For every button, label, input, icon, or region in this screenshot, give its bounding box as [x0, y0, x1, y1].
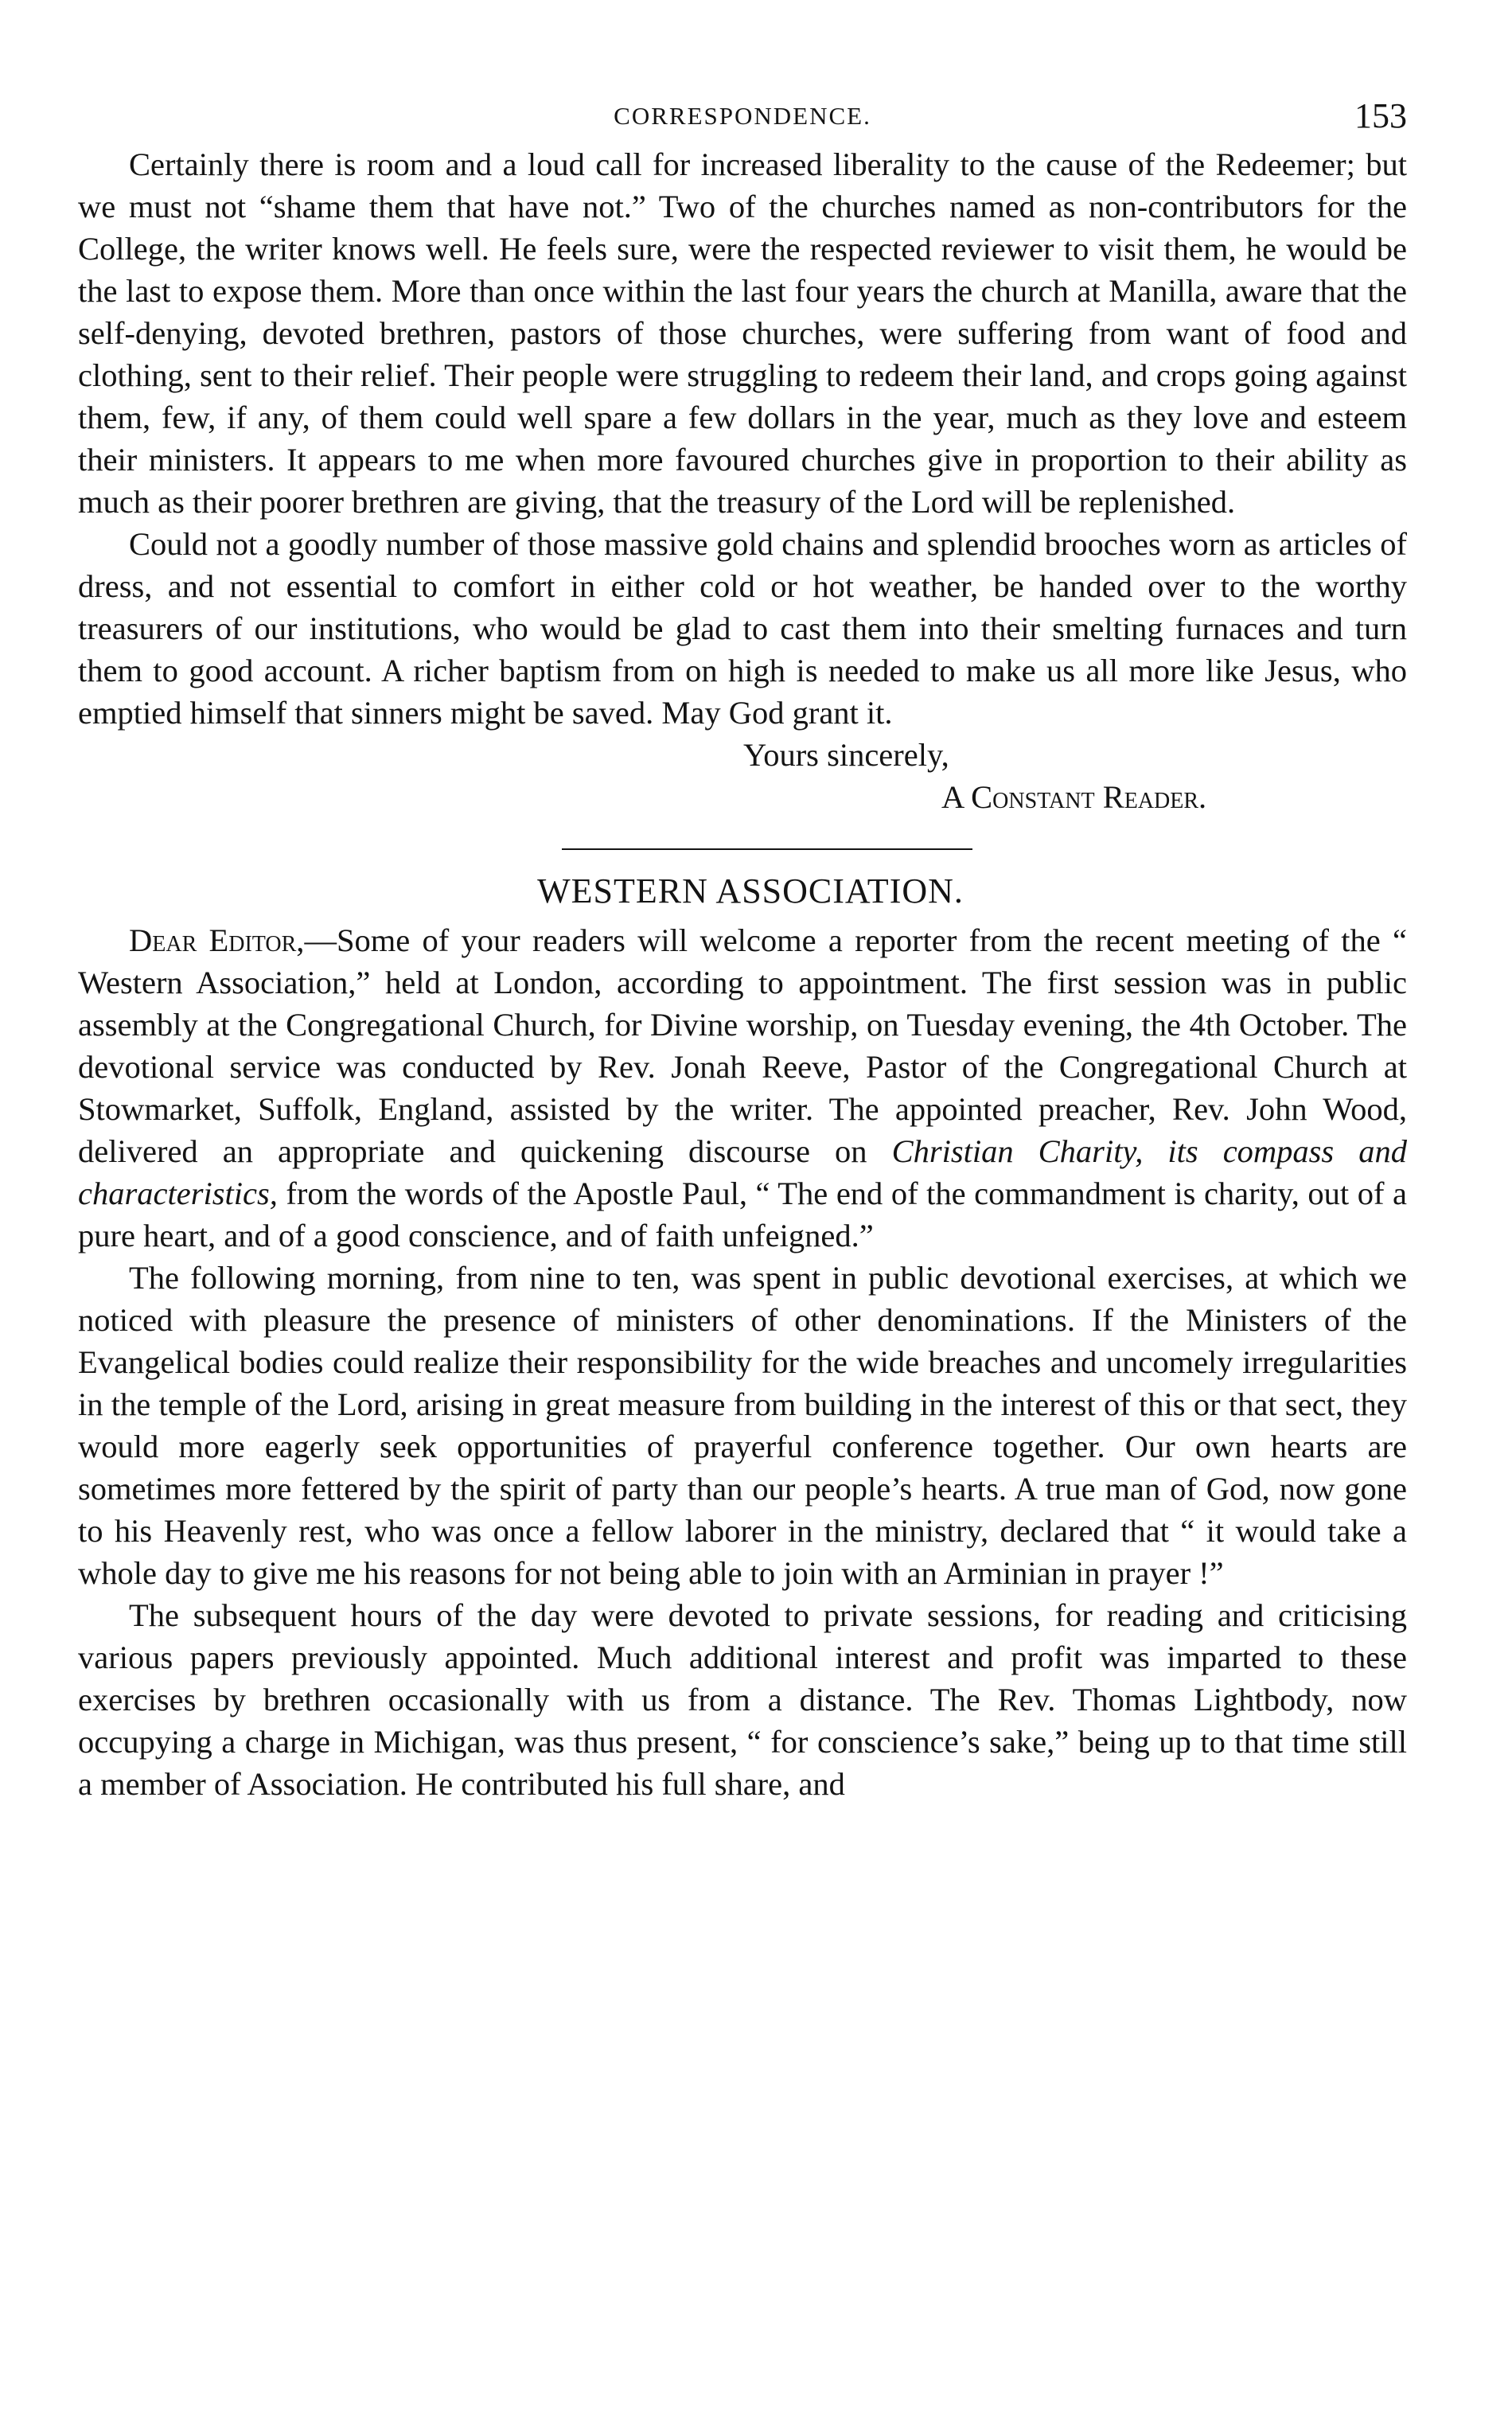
running-head	[78, 96, 1407, 143]
letter-continuation	[78, 143, 1407, 818]
sermon-title: Christian Charity, its compass and characteristics,	[78, 1133, 1407, 1211]
article-paragraph-2: The following morning, from nine to ten, was spent in public devotional exercises, at which we noticed with pleasure the presence of ministers of other denominations. If the Ministers of the Evangelical bodies could realize their responsibility for the wide breaches and uncomely irregularities in the temple of the Lord, arising in great measure from building in the interest of this or that sect, they would more eagerly seek opportunities of prayerful conference together. Our own hearts are sometimes more fettered by the spirit of party than our people’s hearts. A true man of God, now gone to his Heavenly rest, who was once a fellow laborer in the ministry, declared that “ it would take a whole day to give me his reasons for not being able to join with an Arminian in prayer !”	[78, 1260, 1407, 1591]
document-page	[78, 96, 1407, 1805]
article-paragraph-1-intro: —Some of your readers will welcome a reporter from the recent meeting of the “ Western Association,” held at London, according to appointment. The first session was in public assembly at the Congregational Church, for Divine worship, on Tuesday evening, the 4th October. The devotional service was conducted by Rev. Jonah Reeve, Pastor of the Congregational Church at Stowmarket, Suffolk, England, assisted by the writer. The appointed preacher, Rev. John Wood, delivered an appropriate and quickening discourse on	[78, 922, 1408, 1169]
salutation: Dear Editor,	[129, 922, 305, 958]
section-divider	[562, 848, 972, 850]
letter-signature: A Constant Reader.	[941, 779, 1207, 815]
page-number: 153	[1354, 96, 1407, 135]
letter-closing: Yours sincerely,	[743, 737, 949, 773]
running-title: CORRESPONDENCE.	[614, 102, 871, 130]
article-paragraph-1	[78, 919, 1407, 1257]
western-association-article	[78, 919, 1407, 1805]
section-title: WESTERN ASSOCIATION.	[537, 871, 964, 910]
letter-paragraph-2: Could not a goodly number of those massive gold chains and splendid brooches worn as articles of dress, and not essential to comfort in either cold or hot weather, be handed over to the worthy treasurers of our institutions, who would be glad to cast them into their smelting furnaces and turn them to good account. A richer baptism from on high is needed to make us all more like Jesus, who emptied himself that sinners might be saved. May God grant it.	[78, 526, 1407, 731]
article-paragraph-1-end: from the words of the Apostle Paul, “ The end of the commandment is charity, out of a pure heart, and of a good conscience, and of faith unfeigned.”	[78, 1175, 1407, 1253]
letter-paragraph-1: Certainly there is room and a loud call for increased liberality to the cause of the Redeemer; but we must not “shame them that have not.” Two of the churches named as non-contributors for the College, the writer knows well. He feels sure, were the respected reviewer to visit them, he would be the last to expose them. More than once within the last four years the church at Manilla, aware that the self-denying, devoted brethren, pastors of those churches, were suffering from want of food and clothing, sent to their relief. Their people were struggling to redeem their land, and crops going against them, few, if any, of them could well spare a few dollars in the year, much as they love and esteem their ministers. It appears to me when more favoured churches give in proportion to their ability as much as their poorer brethren are giving, that the treasury of the Lord will be replenished.	[78, 146, 1407, 520]
article-paragraph-3: The subsequent hours of the day were devoted to private sessions, for reading and criticising various papers previously appointed. Much additional interest and profit was imparted to these exercises by brethren occasionally with us from a distance. The Rev. Thomas Lightbody, now occupying a charge in Michigan, was thus present, “ for conscience’s sake,” being up to that time still a member of Association. He contributed his full share, and	[78, 1597, 1407, 1802]
